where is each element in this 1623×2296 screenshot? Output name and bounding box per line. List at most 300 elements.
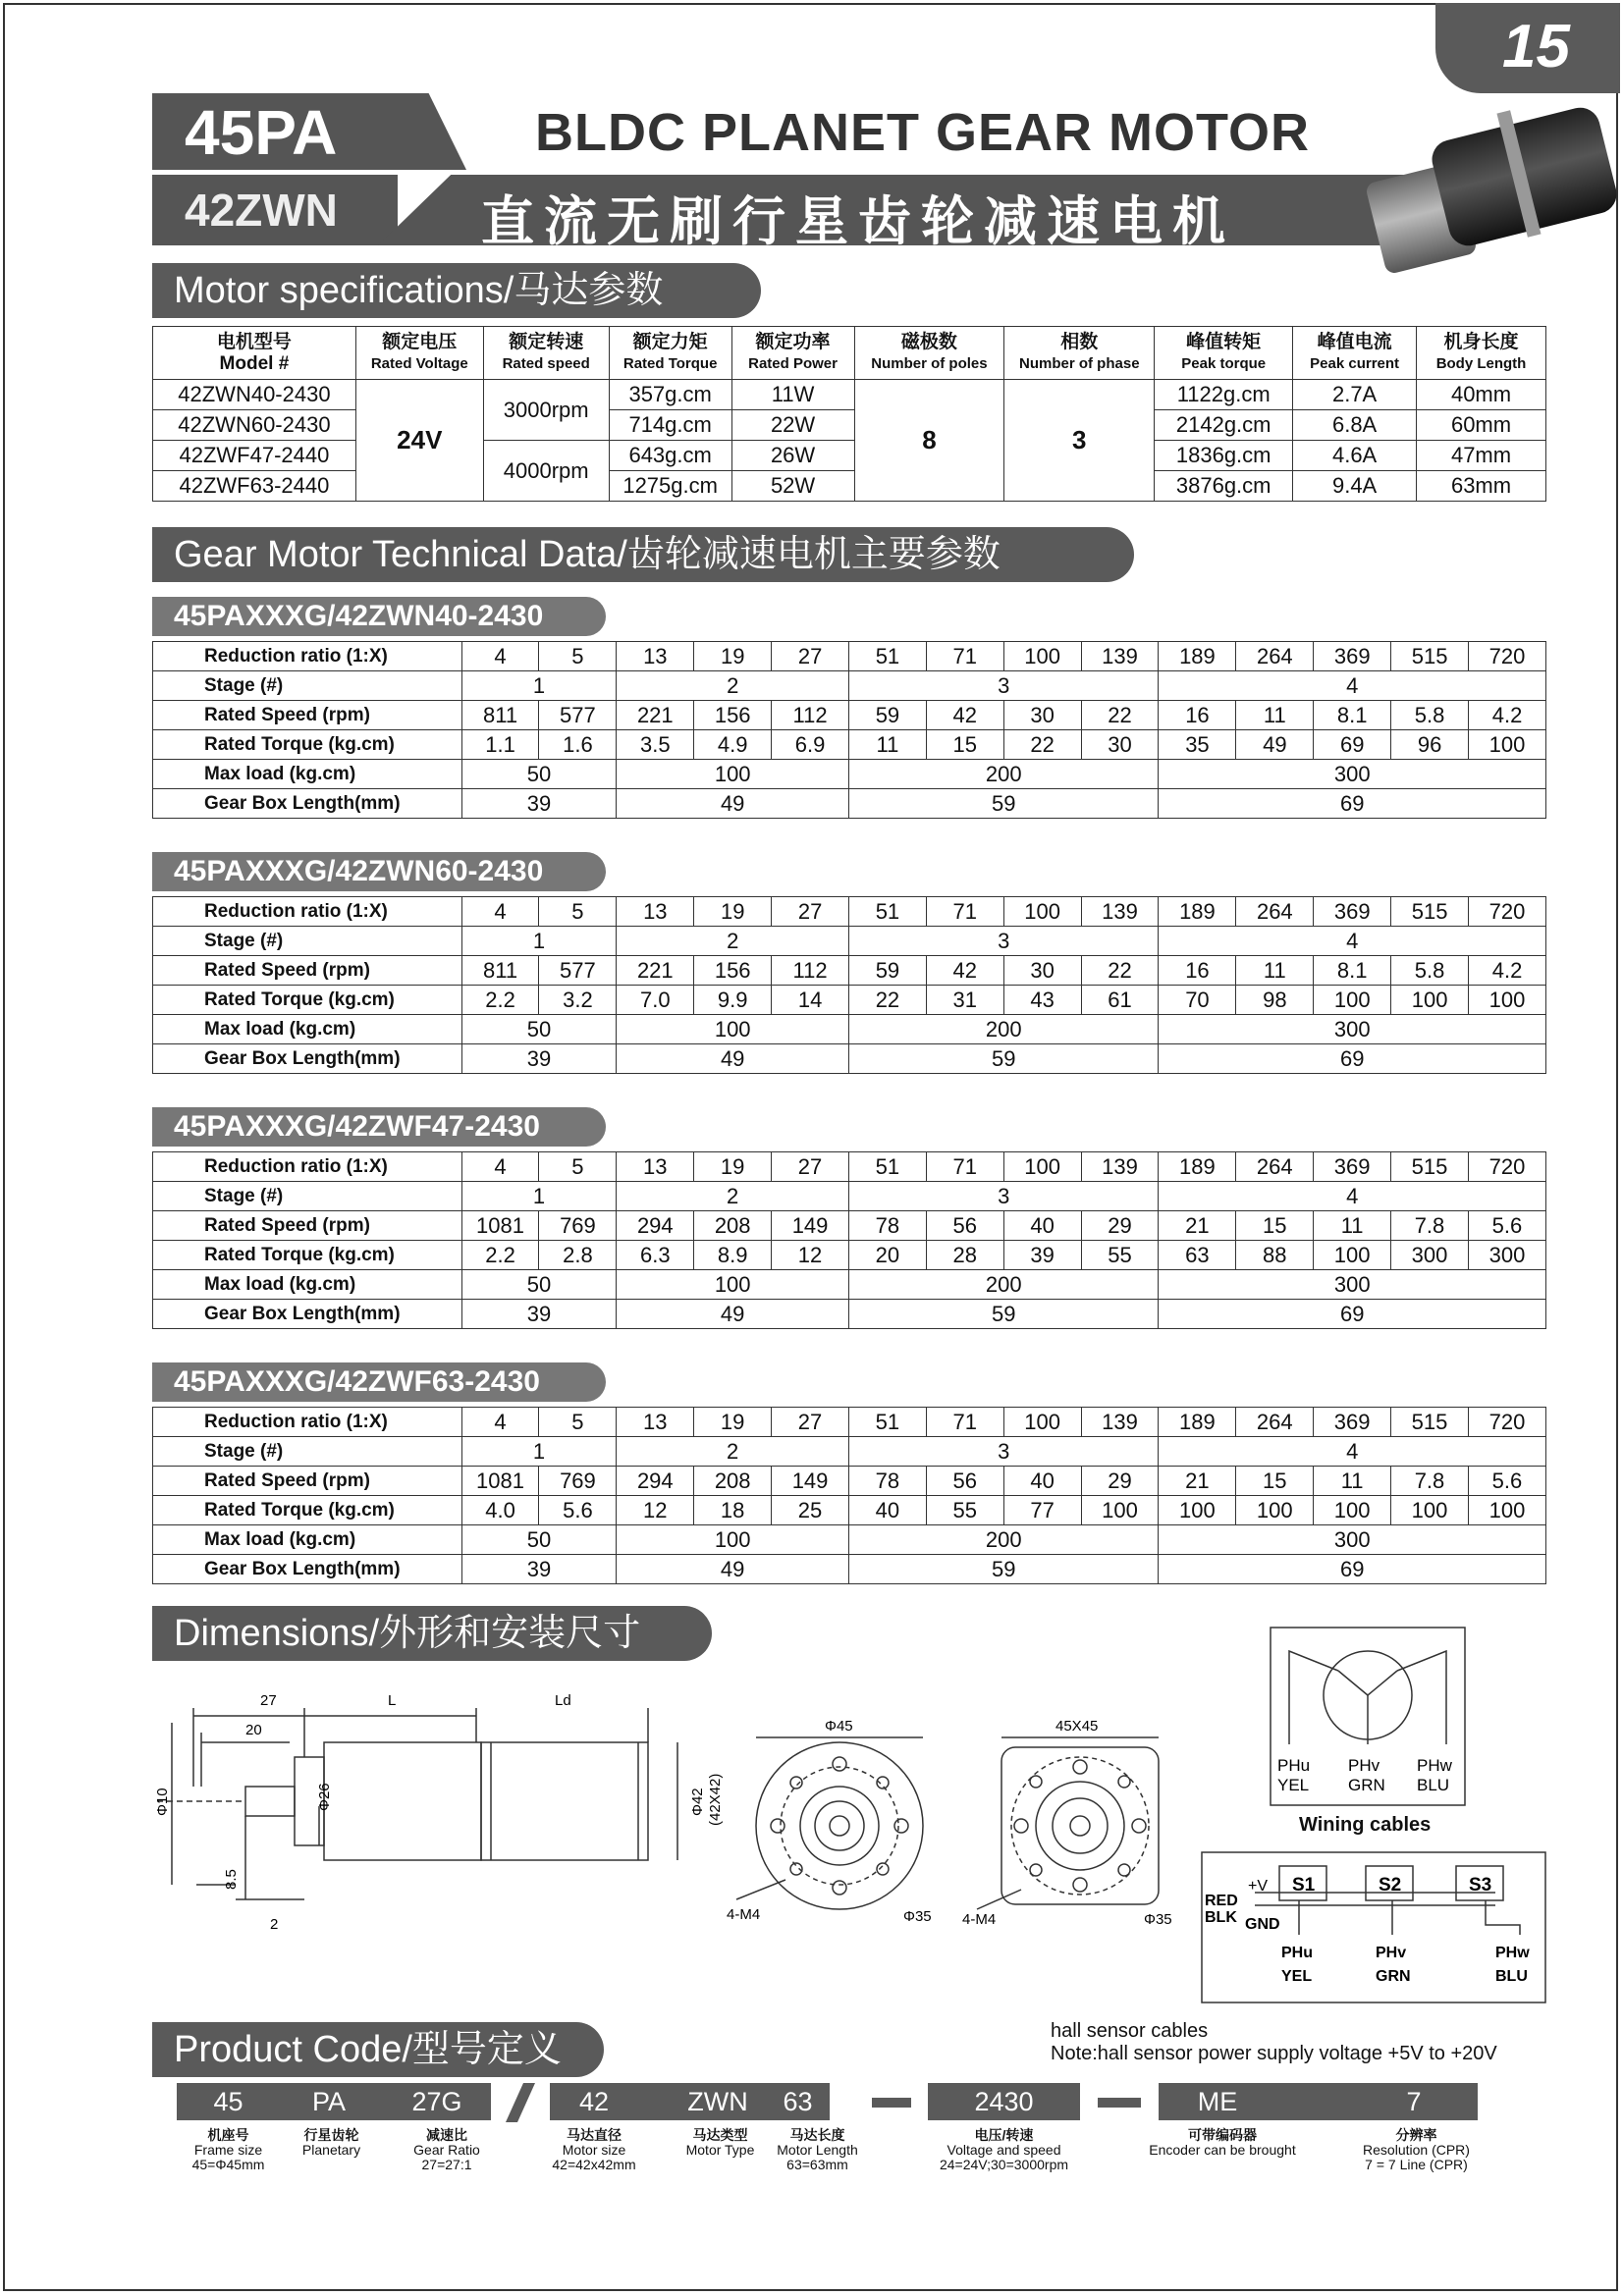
speed-cell: 149: [772, 1211, 849, 1241]
torque-cell: 100: [1081, 1496, 1159, 1525]
speed-cell: 59: [849, 956, 927, 986]
torque-cell: 2.2: [461, 1241, 539, 1270]
torque-cell: 100: [1236, 1496, 1314, 1525]
speed-cell: 16: [1159, 701, 1236, 730]
product-code-label-line: 7 = 7 Line (CPR): [1365, 2157, 1468, 2172]
max-load-cell: 300: [1159, 760, 1546, 789]
dim-42: Φ42: [689, 1788, 706, 1816]
speed-cell: 112: [772, 701, 849, 730]
gear-row: [153, 671, 1546, 701]
max-load-cell: 100: [617, 1015, 849, 1044]
box-length-cell: 49: [617, 1300, 849, 1329]
ratio-cell: 515: [1391, 1152, 1469, 1182]
stage-cell: 1: [461, 1437, 617, 1467]
poles-cell: 8: [854, 380, 1004, 502]
row-label: Rated Torque (kg.cm): [153, 1496, 462, 1525]
box-length-cell: 59: [848, 1300, 1158, 1329]
stage-cell: 4: [1159, 1437, 1546, 1467]
row-label: Max load (kg.cm): [153, 1525, 462, 1555]
speed-cell: 40: [1003, 1211, 1081, 1241]
gear-data-table: [152, 1151, 1546, 1329]
row-label: Rated Speed (rpm): [153, 701, 462, 730]
product-code-label-line: Motor size: [562, 2142, 626, 2158]
ratio-cell: 19: [694, 642, 772, 671]
speed-cell: 4.2: [1469, 701, 1546, 730]
peak-current-cell: 2.7A: [1293, 380, 1417, 410]
product-code-label-line: 63=63mm: [786, 2157, 848, 2172]
ratio-cell: 5: [539, 1152, 617, 1182]
ratio-cell: 264: [1236, 1152, 1314, 1182]
box-length-cell: 69: [1159, 1044, 1546, 1074]
speed-cell: 15: [1236, 1467, 1314, 1496]
max-load-cell: 200: [849, 760, 1159, 789]
torque-cell: 2.2: [461, 986, 539, 1015]
winding-color-u: YEL: [1277, 1776, 1310, 1794]
stage-cell: 3: [849, 671, 1159, 701]
ratio-cell: 51: [849, 642, 927, 671]
speed-cell: 40: [1003, 1467, 1081, 1496]
speed-cell: 7.8: [1391, 1467, 1469, 1496]
torque-cell: 300: [1468, 1241, 1545, 1270]
torque-cell: 714g.cm: [609, 410, 731, 441]
torque-cell: 18: [694, 1496, 772, 1525]
ratio-cell: 720: [1468, 1152, 1545, 1182]
torque-cell: 22: [1003, 730, 1081, 760]
hall-color-u: YEL: [1281, 1968, 1313, 1985]
torque-cell: 100: [1469, 730, 1546, 760]
box-length-cell: 39: [461, 1300, 617, 1329]
ratio-cell: 27: [772, 1408, 849, 1437]
hall-sensor-s2: S2: [1379, 1875, 1402, 1896]
speed-cell: 42: [926, 956, 1003, 986]
hall-sensor-s1: S1: [1292, 1875, 1316, 1896]
row-label: Rated Speed (rpm): [153, 1211, 462, 1241]
box-length-cell: 39: [461, 1555, 617, 1584]
product-code-label-line: 45=Φ45mm: [191, 2157, 265, 2172]
peak-torque-cell: 3876g.cm: [1155, 471, 1293, 502]
row-label: Stage (#): [153, 671, 462, 701]
row-label: Rated Torque (kg.cm): [153, 986, 462, 1015]
ratio-cell: 100: [1003, 1152, 1081, 1182]
torque-cell: 70: [1159, 986, 1236, 1015]
hall-vplus: +V: [1248, 1878, 1269, 1895]
torque-cell: 63: [1159, 1241, 1236, 1270]
speed-cell: 769: [539, 1211, 617, 1241]
row-label: Gear Box Length(mm): [153, 1300, 462, 1329]
torque-cell: 69: [1314, 730, 1391, 760]
torque-cell: 12: [617, 1496, 694, 1525]
speed-cell: 30: [1003, 956, 1081, 986]
ratio-cell: 13: [617, 897, 694, 927]
header-phase: 相数 Number of phase: [1004, 327, 1155, 380]
max-load-cell: 50: [461, 760, 617, 789]
speed-cell: 22: [1081, 701, 1159, 730]
gear-row: [153, 1270, 1546, 1300]
ratio-cell: 720: [1468, 1408, 1545, 1437]
speed-cell: 156: [694, 701, 772, 730]
speed-cell: 11: [1314, 1211, 1391, 1241]
header-speed: 额定转速 Rated speed: [483, 327, 609, 380]
product-code-label-line: 马达类型: [692, 2127, 748, 2143]
gear-table-title: 45PAXXXG/42ZWF47-2430: [152, 1107, 606, 1147]
product-code-label-line: 减速比: [426, 2127, 467, 2143]
dim-Ld: Ld: [555, 1692, 571, 1709]
torque-cell: 6.9: [772, 730, 849, 760]
hall-caption: hall sensor cables: [1051, 2020, 1209, 2042]
ratio-cell: 51: [848, 1152, 926, 1182]
dim-45x45: 45X45: [1055, 1718, 1099, 1735]
speed-cell: 56: [926, 1467, 1003, 1496]
box-length-cell: 59: [848, 1555, 1158, 1584]
ratio-cell: 5: [539, 642, 617, 671]
torque-cell: 43: [1003, 986, 1081, 1015]
phase-cell: 3: [1004, 380, 1155, 502]
stage-cell: 1: [461, 671, 617, 701]
torque-cell: 100: [1391, 1496, 1469, 1525]
speed-cell: 112: [772, 956, 849, 986]
torque-cell: 8.9: [694, 1241, 772, 1270]
torque-cell: 5.6: [539, 1496, 617, 1525]
row-label: Rated Speed (rpm): [153, 1467, 462, 1496]
model-cell: 42ZWN60-2430: [153, 410, 356, 441]
row-label: Reduction ratio (1:X): [153, 1152, 462, 1182]
ratio-cell: 100: [1003, 1408, 1081, 1437]
hall-note: Note:hall sensor power supply voltage +5V to +20V: [1051, 2043, 1497, 2064]
row-label: Gear Box Length(mm): [153, 789, 462, 819]
product-code-segment: 63: [783, 2087, 813, 2116]
max-load-cell: 300: [1159, 1270, 1546, 1300]
winding-color-w: BLU: [1417, 1776, 1450, 1794]
dim-20: 20: [245, 1722, 262, 1738]
spec-header-row: [153, 327, 1546, 380]
torque-cell: 22: [849, 986, 927, 1015]
box-length-cell: 39: [461, 789, 617, 819]
torque-cell: 20: [848, 1241, 926, 1270]
row-label: Gear Box Length(mm): [153, 1044, 462, 1074]
power-cell: 22W: [731, 410, 854, 441]
speed-cell: 11: [1314, 1467, 1391, 1496]
row-label: Reduction ratio (1:X): [153, 642, 462, 671]
max-load-cell: 200: [849, 1015, 1159, 1044]
stage-cell: 1: [461, 1182, 617, 1211]
product-code-segment: ME: [1197, 2087, 1238, 2116]
ratio-cell: 139: [1081, 1152, 1159, 1182]
speed-cell: 294: [617, 1467, 694, 1496]
torque-cell: 3.5: [617, 730, 694, 760]
product-code-label-line: Planetary: [301, 2142, 361, 2158]
product-code-label: [393, 2128, 501, 2172]
speed-cell: 21: [1159, 1211, 1236, 1241]
power-cell: 11W: [731, 380, 854, 410]
ratio-cell: 369: [1314, 897, 1391, 927]
product-code-label-line: Encoder can be brought: [1149, 2142, 1296, 2158]
product-code-label-line: 可带编码器: [1188, 2127, 1257, 2143]
section-dimensions: Dimensions/外形和安装尺寸: [152, 1606, 712, 1661]
square-flange-drawing: [962, 1713, 1198, 1949]
hall-phase-w: PHw: [1495, 1945, 1530, 1961]
product-code-label-line: 分辨率: [1395, 2127, 1437, 2143]
row-label: Reduction ratio (1:X): [153, 1408, 462, 1437]
speed-cell: 78: [848, 1211, 926, 1241]
ratio-cell: 5: [539, 1408, 617, 1437]
product-code-label-line: Gear Ratio: [413, 2142, 480, 2158]
header-body-length: 机身长度 Body Length: [1417, 327, 1546, 380]
motor-code: 42ZWN: [185, 185, 338, 236]
speed-cell: 22: [1081, 956, 1159, 986]
torque-cell: 55: [926, 1496, 1003, 1525]
gear-table-title: 45PAXXXG/42ZWN60-2430: [152, 852, 606, 891]
speed-cell: 811: [461, 701, 539, 730]
dim-phi35-square: Φ35: [1144, 1911, 1172, 1928]
speed-cell: 221: [617, 701, 694, 730]
torque-cell: 96: [1391, 730, 1469, 760]
winding-caption: Wining cables: [1299, 1814, 1432, 1836]
product-code-label-line: 电压/转速: [974, 2127, 1034, 2143]
row-label: Stage (#): [153, 927, 462, 956]
stage-cell: 3: [848, 1437, 1158, 1467]
section-gear-data: Gear Motor Technical Data/齿轮减速电机主要参数: [152, 527, 1134, 582]
gear-row: [153, 642, 1546, 671]
product-code-segment: PA: [311, 2087, 346, 2116]
ratio-cell: 13: [617, 642, 694, 671]
speed-cell: 16: [1159, 956, 1236, 986]
product-code-label: [540, 2128, 648, 2172]
torque-cell: 100: [1314, 1241, 1391, 1270]
box-length-cell: 59: [849, 1044, 1159, 1074]
torque-cell: 2.8: [539, 1241, 617, 1270]
max-load-cell: 200: [848, 1525, 1158, 1555]
gear-row: [153, 1152, 1546, 1182]
speed-cell: 1081: [461, 1211, 539, 1241]
speed-cell: 30: [1003, 701, 1081, 730]
torque-cell: 25: [772, 1496, 849, 1525]
box-length-cell: 69: [1159, 1555, 1546, 1584]
product-code-segment: ZWN: [687, 2087, 748, 2116]
torque-cell: 6.3: [617, 1241, 694, 1270]
row-label: Gear Box Length(mm): [153, 1555, 462, 1584]
box-length-cell: 49: [617, 1044, 849, 1074]
product-code-label-line: 24=24V;30=3000rpm: [939, 2157, 1069, 2172]
winding-color-v: GRN: [1348, 1776, 1385, 1794]
product-code-label-line: 27=27:1: [421, 2157, 472, 2172]
gear-row: [153, 1015, 1546, 1044]
dim-4m4-round: 4-M4: [727, 1906, 761, 1923]
ratio-cell: 19: [694, 1408, 772, 1437]
ratio-cell: 515: [1391, 642, 1469, 671]
winding-phase-v: PHv: [1348, 1756, 1380, 1775]
stage-cell: 2: [617, 1182, 849, 1211]
dim-phi35-round: Φ35: [903, 1908, 932, 1925]
speed-cell: 29: [1081, 1467, 1159, 1496]
gear-row: [153, 1182, 1546, 1211]
hall-gnd: GND: [1245, 1916, 1280, 1933]
model-cell: 42ZWF63-2440: [153, 471, 356, 502]
torque-cell: 357g.cm: [609, 380, 731, 410]
speed-cell: 21: [1159, 1467, 1236, 1496]
product-code-label: [1129, 2128, 1316, 2158]
gear-data-table: [152, 1407, 1546, 1584]
stage-cell: 3: [849, 927, 1159, 956]
ratio-cell: 27: [772, 1152, 849, 1182]
speed-cell: 5.6: [1468, 1467, 1545, 1496]
ratio-cell: 139: [1081, 642, 1159, 671]
torque-cell: 100: [1314, 1496, 1391, 1525]
stage-cell: 4: [1159, 1182, 1546, 1211]
speed-cell: 811: [461, 956, 539, 986]
header-model: 电机型号 Model #: [153, 327, 356, 380]
product-code-label-line: Motor Type: [685, 2142, 755, 2158]
section-product-code: Product Code/型号定义: [152, 2022, 604, 2077]
length-cell: 63mm: [1417, 471, 1546, 502]
box-length-cell: 69: [1159, 789, 1546, 819]
gear-row: [153, 1437, 1546, 1467]
gear-row: [153, 701, 1546, 730]
torque-cell: 100: [1391, 986, 1469, 1015]
peak-current-cell: 9.4A: [1293, 471, 1417, 502]
speed-cell: 4000rpm: [483, 441, 609, 502]
dim-L: L: [388, 1692, 397, 1709]
stage-cell: 4: [1159, 927, 1546, 956]
hall-color-v: GRN: [1376, 1968, 1411, 1985]
length-cell: 47mm: [1417, 441, 1546, 471]
product-code-label: [913, 2128, 1095, 2172]
speed-cell: 8.1: [1314, 956, 1391, 986]
speed-cell: 4.2: [1469, 956, 1546, 986]
ratio-cell: 4: [461, 1152, 539, 1182]
ratio-cell: 720: [1469, 642, 1546, 671]
hall-sensor-diagram: [1201, 1851, 1546, 2003]
speed-cell: 56: [926, 1211, 1003, 1241]
ratio-cell: 51: [849, 897, 927, 927]
winding-diagram: [1270, 1627, 1466, 1806]
ratio-cell: 27: [772, 642, 849, 671]
gear-table-title: 45PAXXXG/42ZWF63-2430: [152, 1362, 606, 1402]
gear-row: [153, 1044, 1546, 1074]
speed-cell: 208: [694, 1211, 772, 1241]
peak-torque-cell: 1836g.cm: [1155, 441, 1293, 471]
product-code-label-line: 马达长度: [789, 2127, 845, 2143]
gear-row: [153, 760, 1546, 789]
product-code-label: [766, 2128, 869, 2172]
ratio-cell: 5: [539, 897, 617, 927]
peak-current-cell: 4.6A: [1293, 441, 1417, 471]
ratio-cell: 264: [1236, 897, 1314, 927]
product-code-dash-1: [872, 2098, 911, 2108]
speed-cell: 11: [1236, 956, 1314, 986]
gear-row: [153, 986, 1546, 1015]
ratio-cell: 13: [617, 1152, 694, 1182]
speed-cell: 577: [539, 956, 617, 986]
torque-cell: 100: [1468, 1496, 1545, 1525]
motor-spec-table: [152, 326, 1546, 502]
header-peak-torque: 峰值转矩 Peak torque: [1155, 327, 1293, 380]
speed-cell: 3000rpm: [483, 380, 609, 441]
speed-cell: 8.1: [1314, 701, 1391, 730]
ratio-cell: 139: [1081, 1408, 1159, 1437]
gear-row: [153, 1525, 1546, 1555]
voltage-cell: 24V: [355, 380, 483, 502]
row-label: Reduction ratio (1:X): [153, 897, 462, 927]
box-length-cell: 69: [1159, 1300, 1546, 1329]
torque-cell: 4.9: [694, 730, 772, 760]
product-code-segment: 2430: [974, 2087, 1034, 2116]
torque-cell: 3.2: [539, 986, 617, 1015]
dim-shaft: Φ10: [154, 1788, 171, 1816]
product-code-label: [177, 2128, 280, 2172]
ratio-cell: 4: [461, 642, 539, 671]
hall-red: RED: [1205, 1893, 1238, 1909]
gear-row: [153, 956, 1546, 986]
speed-cell: 577: [539, 701, 617, 730]
stage-cell: 2: [617, 671, 849, 701]
gearbox-body: [324, 1742, 481, 1860]
hall-blk: BLK: [1205, 1909, 1237, 1926]
torque-cell: 98: [1236, 986, 1314, 1015]
torque-cell: 39: [1003, 1241, 1081, 1270]
motor-body: [481, 1742, 648, 1860]
torque-cell: 40: [848, 1496, 926, 1525]
round-flange-drawing: [727, 1713, 952, 1949]
speed-cell: 221: [617, 956, 694, 986]
ratio-cell: 189: [1159, 897, 1236, 927]
stage-cell: 4: [1159, 671, 1546, 701]
speed-cell: 769: [539, 1467, 617, 1496]
gear-row: [153, 1408, 1546, 1437]
ratio-cell: 515: [1391, 1408, 1469, 1437]
header-poles: 磁极数 Number of poles: [854, 327, 1004, 380]
torque-cell: 1275g.cm: [609, 471, 731, 502]
gear-table-title: 45PAXXXG/42ZWN40-2430: [152, 597, 606, 636]
torque-cell: 28: [926, 1241, 1003, 1270]
box-length-cell: 49: [617, 1555, 849, 1584]
product-code-segment: 27G: [411, 2087, 462, 2116]
ratio-cell: 369: [1314, 1152, 1391, 1182]
gear-row: [153, 897, 1546, 927]
torque-cell: 9.9: [694, 986, 772, 1015]
torque-cell: 14: [772, 986, 849, 1015]
torque-cell: 11: [849, 730, 927, 760]
side-view-drawing: [152, 1688, 724, 1933]
header-power: 额定功率 Rated Power: [731, 327, 854, 380]
product-code-segment: 7: [1406, 2087, 1422, 2116]
product-code-label-line: 42=42x42mm: [552, 2157, 636, 2172]
product-code-label: [285, 2128, 378, 2158]
header-peak-current: 峰值电流 Peak current: [1293, 327, 1417, 380]
row-label: Rated Torque (kg.cm): [153, 1241, 462, 1270]
model-cell: 42ZWF47-2440: [153, 441, 356, 471]
product-code-label-line: Resolution (CPR): [1363, 2142, 1470, 2158]
ratio-cell: 189: [1159, 1152, 1236, 1182]
speed-cell: 42: [926, 701, 1003, 730]
ratio-cell: 4: [461, 1408, 539, 1437]
speed-cell: 5.6: [1468, 1211, 1545, 1241]
row-label: Stage (#): [153, 1182, 462, 1211]
speed-cell: 11: [1236, 701, 1314, 730]
ratio-cell: 71: [926, 1408, 1003, 1437]
dim-26: Φ26: [316, 1783, 333, 1811]
ratio-cell: 71: [926, 897, 1003, 927]
torque-cell: 88: [1236, 1241, 1314, 1270]
box-length-cell: 39: [461, 1044, 617, 1074]
torque-cell: 100: [1314, 986, 1391, 1015]
gear-data-table: [152, 896, 1546, 1074]
page-title-cn: 直流无刷行星齿轮减速电机: [481, 192, 1235, 251]
ratio-cell: 264: [1236, 1408, 1314, 1437]
gear-row: [153, 1496, 1546, 1525]
row-label: Max load (kg.cm): [153, 760, 462, 789]
product-code-label: [1330, 2128, 1502, 2172]
max-load-cell: 300: [1159, 1525, 1546, 1555]
